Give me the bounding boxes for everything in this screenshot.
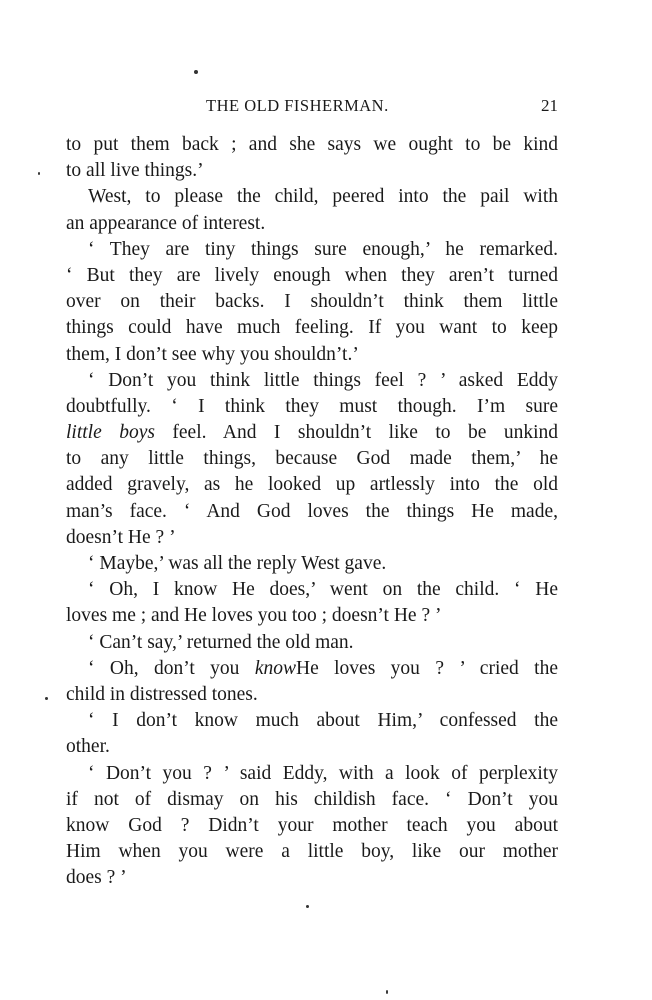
text-line [66, 656, 558, 682]
running-title: THE OLD FISHERMAN. [206, 96, 389, 115]
text-line: doesn’t He ? ’ [66, 526, 176, 548]
text-line: an appearance of interest. [66, 212, 266, 234]
print-speck [386, 990, 388, 994]
text-line: over on their backs. I shouldn’t think them little [66, 291, 558, 313]
text-line: loves me ; and He loves you too ; doesn’t He ? ’ [66, 605, 442, 627]
italic-emphasis: little boys [66, 422, 155, 444]
text-line: doubtfully. ‘ I think they must though. I’m sure [66, 395, 558, 417]
text-line: to any little things, because God made them,’ he [66, 448, 558, 470]
text-line: know God ? Didn’t your mother teach you about [66, 814, 558, 836]
text-span: ‘ Oh, don’t you [88, 657, 255, 679]
print-speck [45, 697, 48, 700]
text-line: child in distressed tones. [66, 683, 258, 705]
body-text [66, 132, 558, 891]
print-speck [194, 70, 198, 74]
text-line: ‘ Maybe,’ was all the reply West gave. [88, 553, 387, 574]
text-line: to put them back ; and she says we ought to be kind [66, 134, 558, 155]
text-line: ‘ I don’t know much about Him,’ confessed the [88, 710, 558, 732]
text-line: Him when you were a little boy, like our mother [66, 841, 558, 863]
text-span: feel. And I shouldn’t like to be unkind [154, 422, 558, 444]
text-line: ‘ Don’t you ? ’ said Eddy, with a look of perplexity [88, 762, 558, 784]
text-line: added gravely, as he looked up artlessly into the old [66, 474, 558, 496]
text-line: does ? ’ [66, 867, 127, 889]
italic-emphasis: know [254, 657, 296, 679]
text-line: them, I don’t see why you shouldn’t.’ [66, 343, 359, 365]
text-line: things could have much feeling. If you want to keep [66, 317, 558, 339]
text-line: ‘ Oh, I know He does,’ went on the child. ‘ He [88, 579, 558, 601]
text-span: He loves you ? ’ cried the [296, 657, 558, 679]
text-line: other. [66, 736, 110, 758]
page-header [66, 96, 558, 118]
text-line: to all live things.’ [66, 160, 204, 182]
text-line: ‘ Don’t you think little things feel ? ’ asked Eddy [88, 369, 558, 391]
text-line: ‘ They are tiny things sure enough,’ he remarked. [88, 238, 558, 260]
text-line [66, 420, 558, 446]
text-line: if not of dismay on his childish face. ‘ Don’t you [66, 788, 558, 810]
page-number: 21 [541, 96, 558, 115]
text-line: ‘ Can’t say,’ returned the old man. [88, 631, 354, 653]
print-speck [38, 172, 40, 175]
text-line: ‘ But they are lively enough when they aren’t turned [66, 264, 558, 286]
text-line: man’s face. ‘ And God loves the things He made, [66, 500, 558, 522]
text-line: West, to please the child, peered into the pail with [88, 186, 558, 208]
print-speck [306, 905, 309, 908]
